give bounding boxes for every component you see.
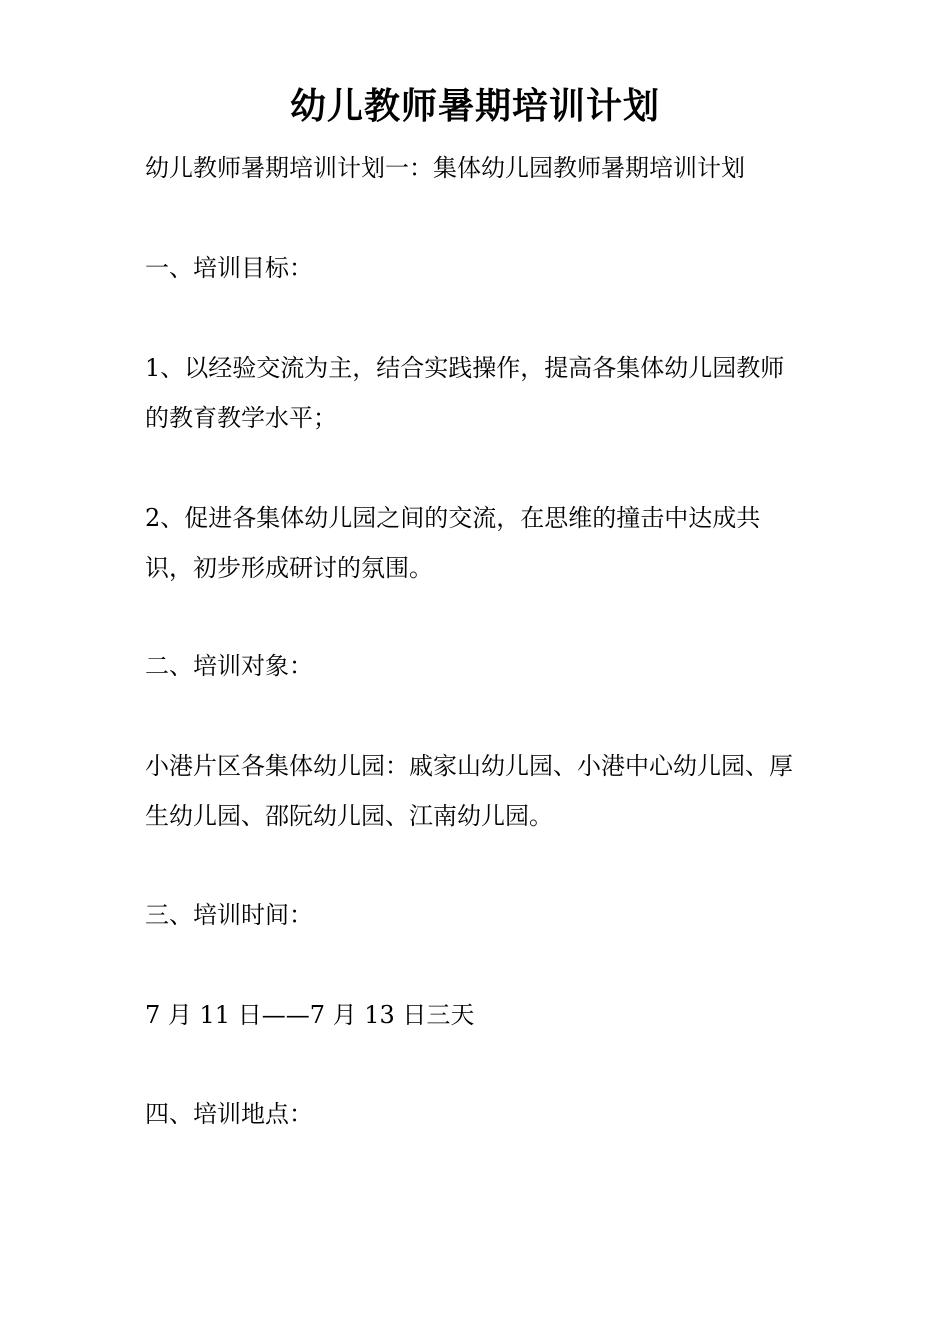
goal-item-2: 2、促进各集体幼儿园之间的交流，在思维的撞击中达成共识，初步形成研讨的氛围。 bbox=[145, 504, 761, 582]
section-heading-time: 三、培训时间： bbox=[145, 901, 313, 929]
section-heading-goals: 一、培训目标： bbox=[145, 254, 313, 282]
document-subtitle: 幼儿教师暑期培训计划一：集体幼儿园教师暑期培训计划 bbox=[145, 154, 745, 182]
targets-paragraph: 小港片区各集体幼儿园：戚家山幼儿园、小港中心幼儿园、厚生幼儿园、邵阮幼儿园、江南幼儿园。 bbox=[145, 752, 793, 830]
section-heading-location: 四、培训地点： bbox=[145, 1100, 313, 1128]
goal-item-1: 1、以经验交流为主，结合实践操作，提高各集体幼儿园教师的教育教学水平； bbox=[145, 354, 785, 432]
time-paragraph: 7 月 11 日——7 月 13 日三天 bbox=[145, 1001, 475, 1029]
section-heading-targets: 二、培训对象： bbox=[145, 652, 313, 680]
document-title: 幼儿教师暑期培训计划 bbox=[289, 85, 660, 127]
